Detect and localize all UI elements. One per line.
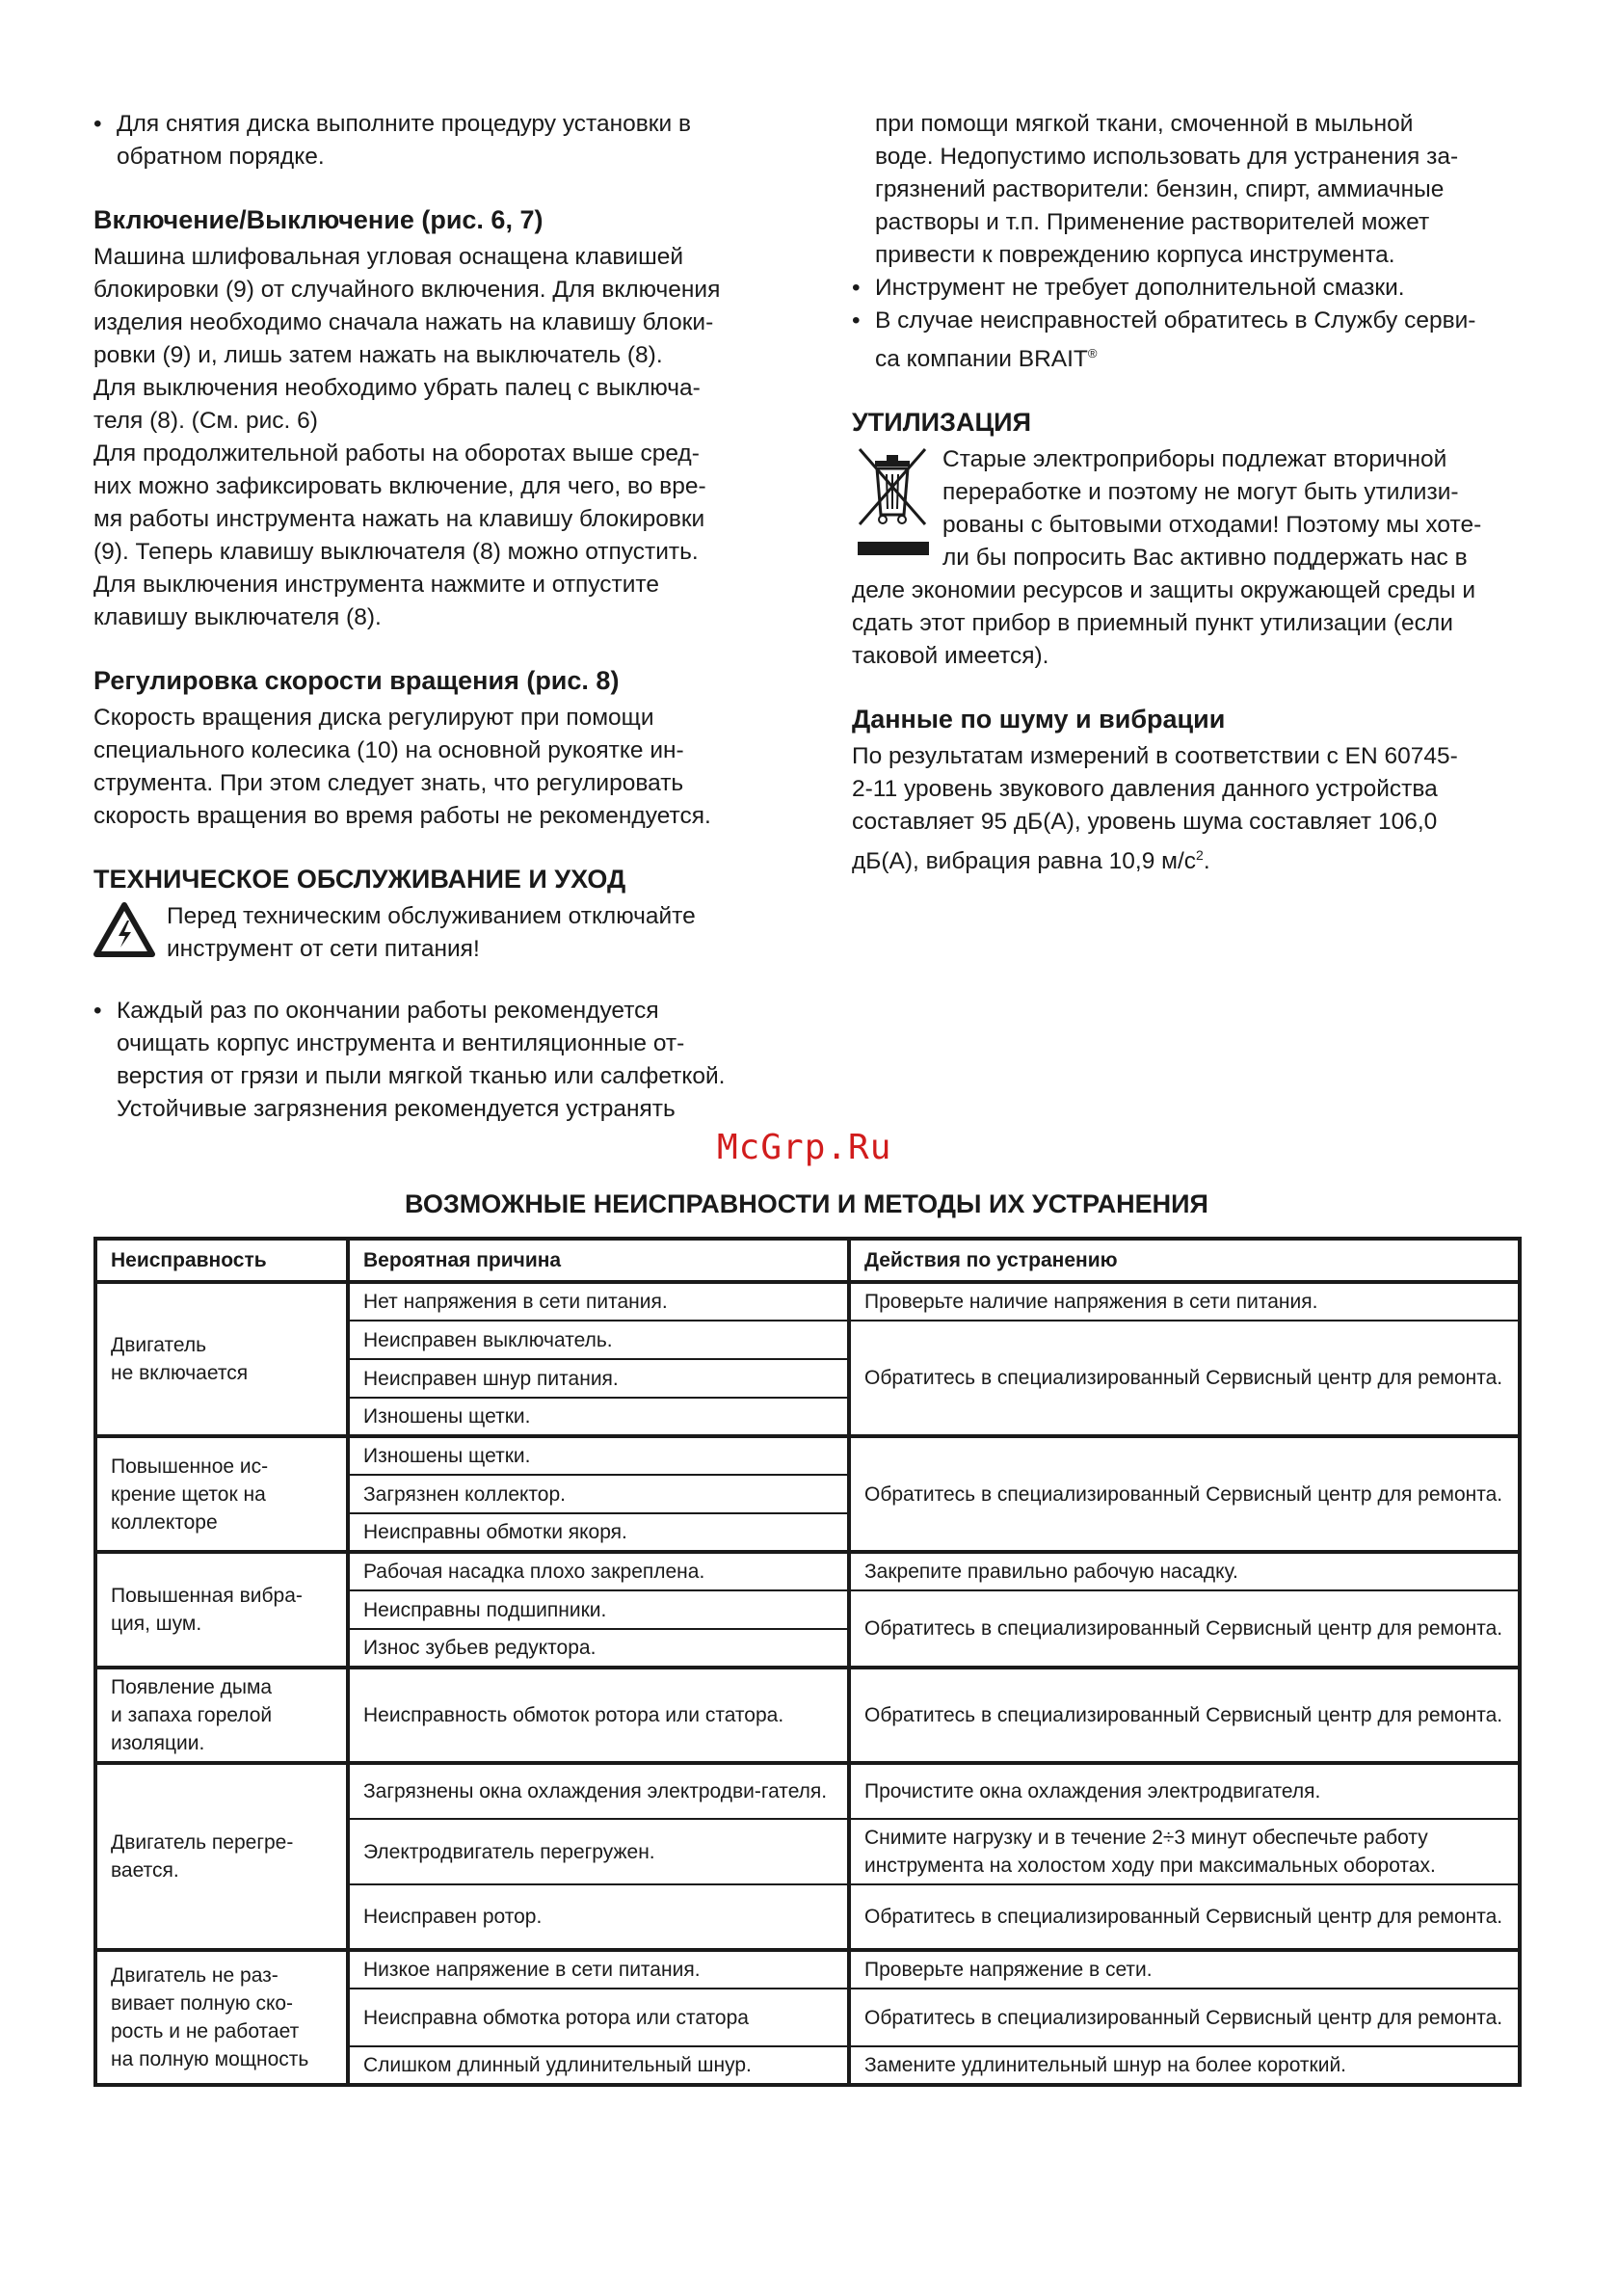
fault-line: вается. — [111, 1859, 179, 1882]
text-line: скорость вращения во время работы не рекомендуется. — [93, 803, 711, 829]
cause-cell: Износ зубьев редуктора. — [348, 1629, 849, 1668]
cause-cell: Неисправна обмотка ротора или статора — [348, 1989, 849, 2046]
noise-heading: Данные по шуму и вибрации — [852, 705, 1226, 734]
fault-line: не включается — [111, 1362, 249, 1384]
table-row — [95, 1282, 1520, 1321]
cause-cell: Неисправны подшипники. — [348, 1590, 849, 1629]
table-body — [95, 1282, 1520, 2085]
crossed-bin-icon — [852, 443, 933, 559]
action-cell: Закрепите правильно рабочую насадку. — [849, 1552, 1520, 1590]
registered-mark: ® — [1087, 346, 1098, 360]
header-action: Действия по устранению — [849, 1239, 1520, 1282]
action-cell: Обратитесь в специализированный Сервисный центр для ремонта. — [849, 1668, 1520, 1763]
fault-cell — [95, 1436, 348, 1552]
action-cell: Снимите нагрузку и в течение 2÷3 минут обеспечьте работу инструмента на холостом ходу при максимальных оборотах. — [849, 1819, 1520, 1884]
text-span: . — [1203, 848, 1210, 875]
text-line: • В случае неисправностей обратитесь в Службу серви- — [875, 307, 1476, 334]
text-line: воде. Недопустимо использовать для устранения за- — [875, 144, 1459, 170]
fault-line: Двигатель перегре- — [111, 1831, 294, 1854]
cause-cell: Загрязнены окна охлаждения электродви-гателя. — [348, 1763, 849, 1819]
action-cell: Обратитесь в специализированный Сервисный центр для ремонта. — [849, 1989, 1520, 2046]
speed-heading: Регулировка скорости вращения (рис. 8) — [93, 666, 620, 695]
fault-line: на полную мощность — [111, 2048, 309, 2070]
text-line: сдать этот прибор в приемный пункт утилизации (если — [852, 610, 1453, 637]
text-line: Машина шлифовальная угловая оснащена клавишей — [93, 244, 684, 270]
header-fault: Неисправность — [95, 1239, 348, 1282]
text-line: переработке и поэтому не могут быть утилизи- — [942, 479, 1459, 506]
action-cell: Прочистите окна охлаждения электродвигателя. — [849, 1763, 1520, 1819]
text-line: ли бы попросить Вас активно поддержать нас в — [942, 545, 1468, 572]
maintenance-warning — [93, 900, 768, 966]
text-line: очищать корпус инструмента и вентиляционные от- — [117, 1030, 685, 1056]
text-line: Устойчивые загрязнения рекомендуется устранять — [117, 1096, 676, 1122]
disposal-text — [852, 443, 1526, 673]
left-column — [93, 108, 768, 1126]
cause-cell: Рабочая насадка плохо закреплена. — [348, 1552, 849, 1590]
text-line: струмента. При этом следует знать, что регулировать — [93, 770, 684, 796]
text-line: Скорость вращения диска регулируют при помощи — [93, 705, 654, 731]
text-line — [852, 839, 1526, 878]
right-column — [852, 108, 1526, 878]
maintenance-heading: ТЕХНИЧЕСКОЕ ОБСЛУЖИВАНИЕ И УХОД — [93, 865, 626, 894]
cleaning-bullet — [93, 995, 768, 1126]
text-line: таковой имеется). — [852, 643, 1049, 670]
table-row — [95, 1950, 1520, 1989]
cause-cell: Загрязнен коллектор. — [348, 1475, 849, 1513]
table-header-row — [95, 1239, 1520, 1282]
text-line: растворы и т.п. Применение растворителей может — [875, 209, 1430, 235]
watermark: McGrp.Ru — [717, 1128, 892, 1167]
action-cell: Обратитесь в специализированный Сервисный центр для ремонта. — [849, 1436, 1520, 1552]
text-line: деле экономии ресурсов и защиты окружающей среды и — [852, 577, 1476, 604]
text-line: при помощи мягкой ткани, смоченной в мыльной — [875, 111, 1414, 137]
speed-text — [93, 702, 768, 833]
text-line: клавишу выключателя (8). — [93, 604, 382, 630]
action-cell: Проверьте наличие напряжения в сети питания. — [849, 1282, 1520, 1321]
fault-line: рость и не работает — [111, 2020, 300, 2042]
brand-text: са компании BRAIT — [875, 346, 1088, 373]
cause-cell: Неисправен выключатель. — [348, 1321, 849, 1359]
cause-cell: Неисправны обмотки якоря. — [348, 1513, 849, 1552]
cause-cell: Электродвигатель перегружен. — [348, 1819, 849, 1884]
service-bullet — [852, 305, 1526, 376]
fault-line: Повышенное ис- — [111, 1455, 269, 1478]
text-line: Для выключения необходимо убрать палец с выключа- — [93, 375, 701, 401]
text-line: мя работы инструмента нажать на клавишу блокировки — [93, 506, 705, 532]
electric-hazard-icon — [93, 902, 155, 958]
text-line: блокировки (9) от случайного включения. Для включения — [93, 277, 721, 303]
cause-cell: Неисправен шнур питания. — [348, 1359, 849, 1398]
text-line: Для выключения инструмента нажмите и отпустите — [93, 572, 660, 598]
table-title: ВОЗМОЖНЫЕ НЕИСПРАВНОСТИ И МЕТОДЫ ИХ УСТРАНЕНИЯ — [405, 1189, 1208, 1218]
text-line: грязнений растворители: бензин, спирт, аммиачные — [875, 176, 1445, 202]
superscript: 2 — [1196, 847, 1204, 864]
text-line: них можно зафиксировать включение, для чего, во вре- — [93, 473, 706, 499]
text-line: Перед техническим обслуживанием отключайте — [167, 903, 696, 929]
disposal-heading: УТИЛИЗАЦИЯ — [852, 408, 1031, 438]
fault-line: Появление дыма — [111, 1676, 273, 1698]
fault-line: Повышенная вибра- — [111, 1585, 303, 1607]
table-row — [95, 1668, 1520, 1763]
power-text — [93, 241, 768, 634]
header-cause: Вероятная причина — [348, 1239, 849, 1282]
text-line: 2-11 уровень звукового давления данного устройства — [852, 776, 1438, 803]
cause-cell: Неисправен ротор. — [348, 1884, 849, 1950]
fault-cell — [95, 1552, 348, 1668]
fault-cell — [95, 1668, 348, 1763]
text-line: верстия от грязи и пыли мягкой тканью или салфеткой. — [117, 1063, 726, 1089]
text-line: рованы с бытовыми отходами! Поэтому мы хоте- — [942, 512, 1482, 539]
fault-line: ция, шум. — [111, 1613, 202, 1635]
table-row — [95, 1436, 1520, 1475]
text-line: Старые электроприборы подлежат вторичной — [942, 446, 1447, 473]
table-row — [95, 1552, 1520, 1590]
cause-cell: Изношены щетки. — [348, 1398, 849, 1436]
fault-line: вивает полную ско- — [111, 1992, 294, 2015]
fault-line: крение щеток на — [111, 1482, 266, 1506]
text-line: ровки (9) и, лишь затем нажать на выключатель (8). — [93, 342, 663, 368]
cause-cell: Изношены щетки. — [348, 1436, 849, 1475]
text-line — [875, 337, 1526, 376]
text-line: • Каждый раз по окончании работы рекомендуется — [117, 998, 659, 1024]
text-line: Для продолжительной работы на оборотах выше сред- — [93, 441, 700, 467]
troubleshooting-table — [93, 1237, 1522, 2087]
power-heading: Включение/Выключение (рис. 6, 7) — [93, 205, 544, 234]
fault-cell — [95, 1950, 348, 2085]
fault-line: Двигатель не раз- — [111, 1964, 279, 1987]
text-line: специального колесика (10) на основной рукоятке ин- — [93, 737, 684, 763]
text-line: составляет 95 дБ(A), уровень шума составляет 106,0 — [852, 809, 1438, 836]
action-cell: Проверьте напряжение в сети. — [849, 1950, 1520, 1989]
fault-line: изоляции. — [111, 1732, 205, 1754]
fault-line: Двигатель — [111, 1334, 207, 1356]
cause-cell: Слишком длинный удлинительный шнур. — [348, 2046, 849, 2085]
text-line: (9). Теперь клавишу выключателя (8) можно отпустить. — [93, 539, 699, 565]
action-cell: Обратитесь в специализированный Сервисный центр для ремонта. — [849, 1321, 1520, 1436]
fault-line: и запаха горелой — [111, 1704, 273, 1726]
text-line: теля (8). (См. рис. 6) — [93, 408, 318, 434]
text-span: дБ(A), вибрация равна 10,9 м/с — [852, 848, 1197, 875]
fault-cell — [95, 1763, 348, 1950]
cause-cell: Неисправность обмоток ротора или статора. — [348, 1668, 849, 1763]
text-line: привести к повреждению корпуса инструмента. — [875, 242, 1395, 268]
table-row — [95, 1763, 1520, 1819]
lubrication-bullet: • Инструмент не требует дополнительной смазки. — [852, 272, 1526, 305]
text-line: изделия необходимо сначала нажать на клавишу блоки- — [93, 309, 714, 335]
removal-bullet: • Для снятия диска выполните процедуру установки в обратном порядке. — [93, 108, 772, 174]
cleaning-continued — [852, 108, 1526, 272]
fault-cell — [95, 1282, 348, 1436]
action-cell: Замените удлинительный шнур на более короткий. — [849, 2046, 1520, 2085]
action-cell: Обратитесь в специализированный Сервисный центр для ремонта. — [849, 1884, 1520, 1950]
text-line: инструмент от сети питания! — [167, 936, 480, 962]
action-cell: Обратитесь в специализированный Сервисный центр для ремонта. — [849, 1590, 1520, 1668]
cause-cell: Низкое напряжение в сети питания. — [348, 1950, 849, 1989]
cause-cell: Нет напряжения в сети питания. — [348, 1282, 849, 1321]
noise-text — [852, 740, 1526, 878]
fault-line: коллекторе — [111, 1510, 218, 1534]
text-line: По результатам измерений в соответствии с EN 60745- — [852, 743, 1458, 770]
